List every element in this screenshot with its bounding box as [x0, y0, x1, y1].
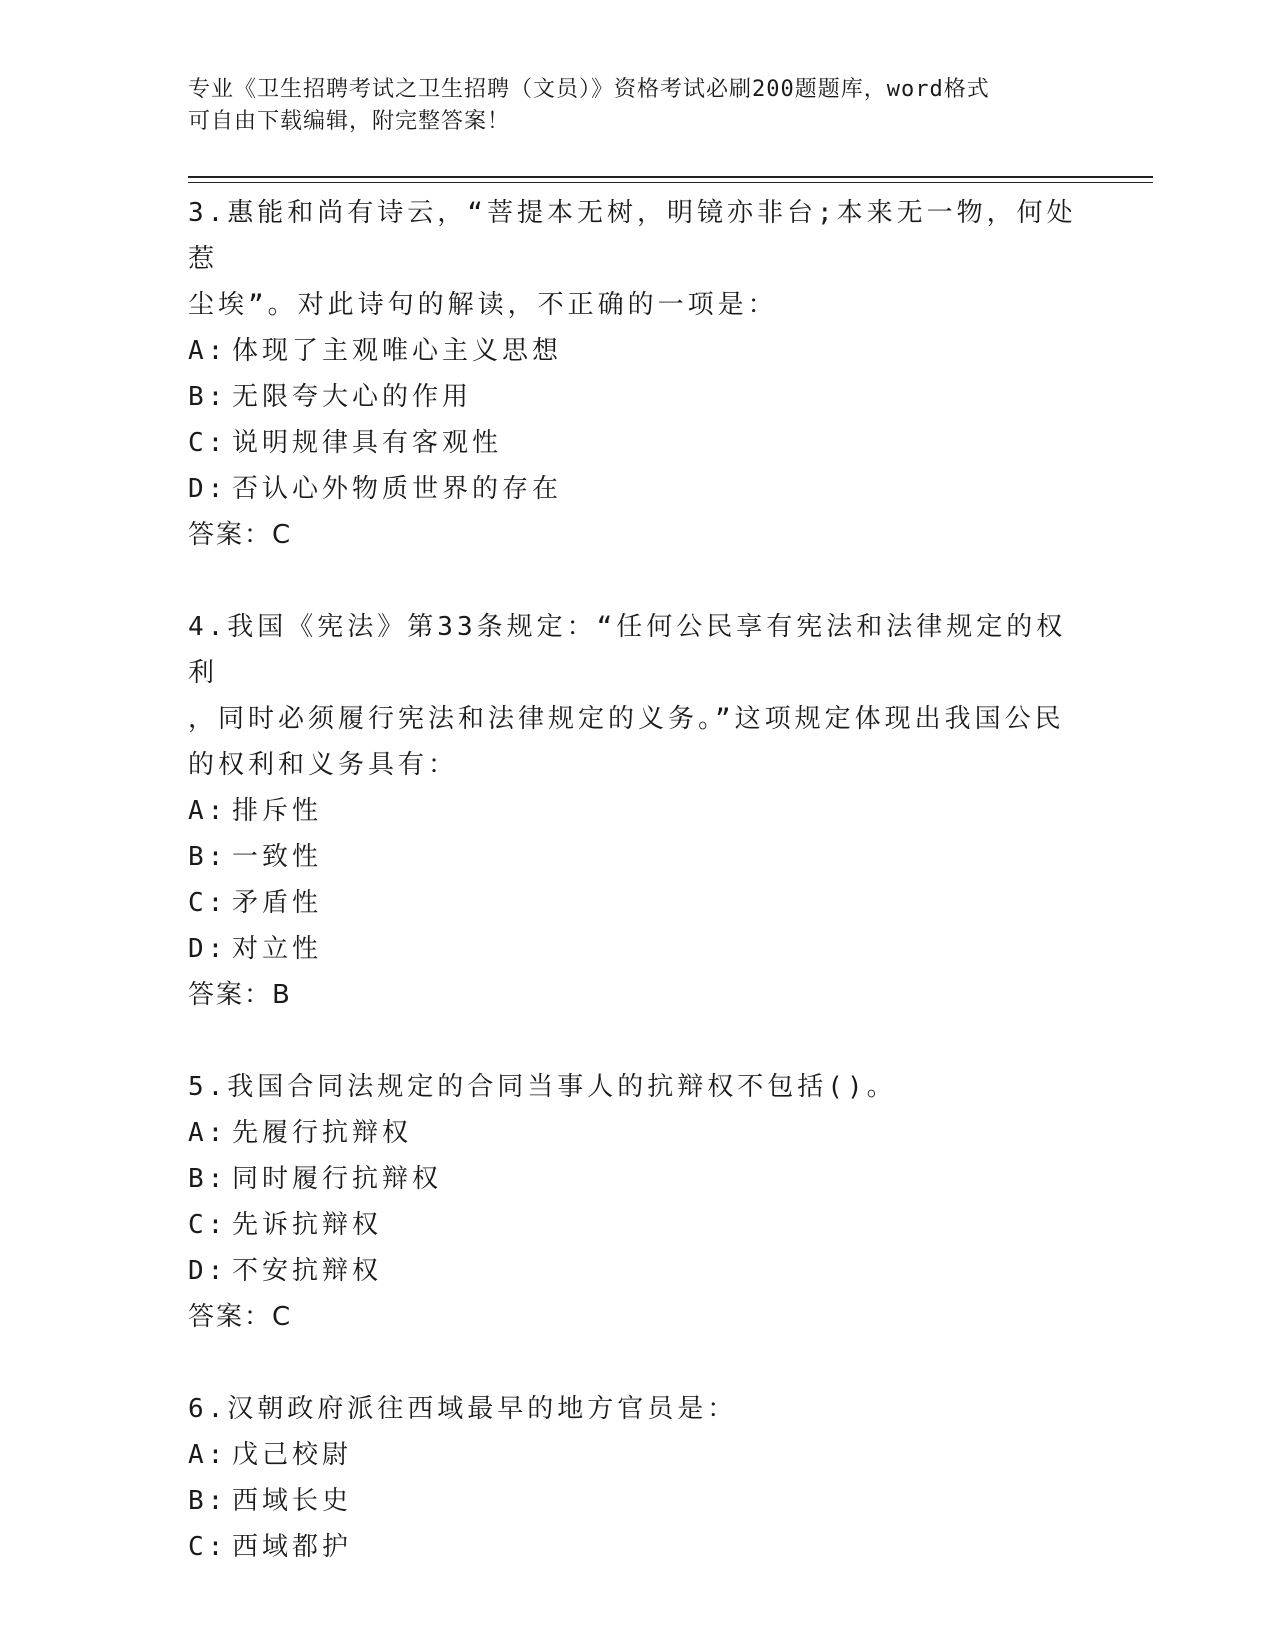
option-text: 对立性 [232, 934, 323, 964]
header-line-1: 专业《卫生招聘考试之卫生招聘（文员）》资格考试必刷200题题库，word格式 [188, 77, 990, 102]
option-letter: B: [188, 1486, 228, 1516]
answer-option [188, 1478, 1088, 1524]
option-letter: A: [188, 796, 228, 826]
answer-key: 答案：C [188, 520, 293, 550]
option-text: 排斥性 [232, 796, 323, 826]
option-text: 西域都护 [232, 1532, 353, 1562]
option-letter: A: [188, 336, 228, 366]
option-text: 一致性 [232, 842, 323, 872]
header-line-2: 可自由下载编辑，附完整答案！ [188, 109, 511, 134]
answer-key: 答案：C [188, 1302, 293, 1332]
option-letter: C: [188, 1532, 228, 1562]
option-letter: D: [188, 1256, 228, 1286]
option-letter: C: [188, 428, 228, 458]
answer-option [188, 420, 1088, 466]
option-letter: B: [188, 842, 228, 872]
answer-option [188, 374, 1088, 420]
question-stem: 3.惠能和尚有诗云，“菩提本无树，明镜亦非台;本来无一物，何处惹 [188, 198, 1077, 274]
option-text: 先履行抗辩权 [232, 1118, 413, 1148]
question-stem: 尘埃”。对此诗句的解读，不正确的一项是： [188, 290, 778, 320]
option-text: 不安抗辩权 [232, 1256, 383, 1286]
option-text: 矛盾性 [232, 888, 323, 918]
option-letter: D: [188, 474, 228, 504]
answer-option [188, 1110, 1088, 1156]
answer-option [188, 880, 1088, 926]
answer-option [188, 1202, 1088, 1248]
option-letter: B: [188, 382, 228, 412]
answer-option [188, 1432, 1088, 1478]
option-letter: A: [188, 1118, 228, 1148]
answer-option [188, 834, 1088, 880]
question-stem: 5.我国合同法规定的合同当事人的抗辩权不包括()。 [188, 1072, 897, 1102]
answer-option [188, 466, 1088, 512]
option-text: 戊己校尉 [232, 1440, 353, 1470]
option-text: 西域长史 [232, 1486, 353, 1516]
question-block [188, 190, 1088, 558]
option-text: 否认心外物质世界的存在 [232, 474, 563, 504]
option-text: 同时履行抗辩权 [232, 1164, 443, 1194]
answer-option [188, 788, 1088, 834]
option-letter: B: [188, 1164, 228, 1194]
question-block [188, 1064, 1088, 1340]
question-stem: 的权利和义务具有： [188, 750, 459, 780]
answer-option [188, 1524, 1088, 1570]
question-stem: 4.我国《宪法》第33条规定：“任何公民享有宪法和法律规定的权利 [188, 612, 1067, 688]
option-text: 无限夸大心的作用 [232, 382, 473, 412]
option-letter: C: [188, 888, 228, 918]
question-block [188, 1386, 1088, 1570]
question-stem: ，同时必须履行宪法和法律规定的义务。”这项规定体现出我国公民 [188, 704, 1065, 734]
header-divider-thin [188, 182, 1153, 183]
option-text: 先诉抗辩权 [232, 1210, 383, 1240]
answer-key: 答案：B [188, 980, 292, 1010]
header-divider-thick [188, 176, 1153, 178]
option-text: 说明规律具有客观性 [232, 428, 503, 458]
answer-option [188, 1248, 1088, 1294]
option-letter: C: [188, 1210, 228, 1240]
answer-option [188, 1156, 1088, 1202]
question-block [188, 604, 1088, 1018]
document-header [188, 74, 1088, 138]
option-letter: A: [188, 1440, 228, 1470]
option-text: 体现了主观唯心主义思想 [232, 336, 563, 366]
answer-option [188, 926, 1088, 972]
option-letter: D: [188, 934, 228, 964]
answer-option [188, 328, 1088, 374]
question-stem: 6.汉朝政府派往西域最早的地方官员是： [188, 1394, 738, 1424]
question-list [188, 190, 1088, 1616]
